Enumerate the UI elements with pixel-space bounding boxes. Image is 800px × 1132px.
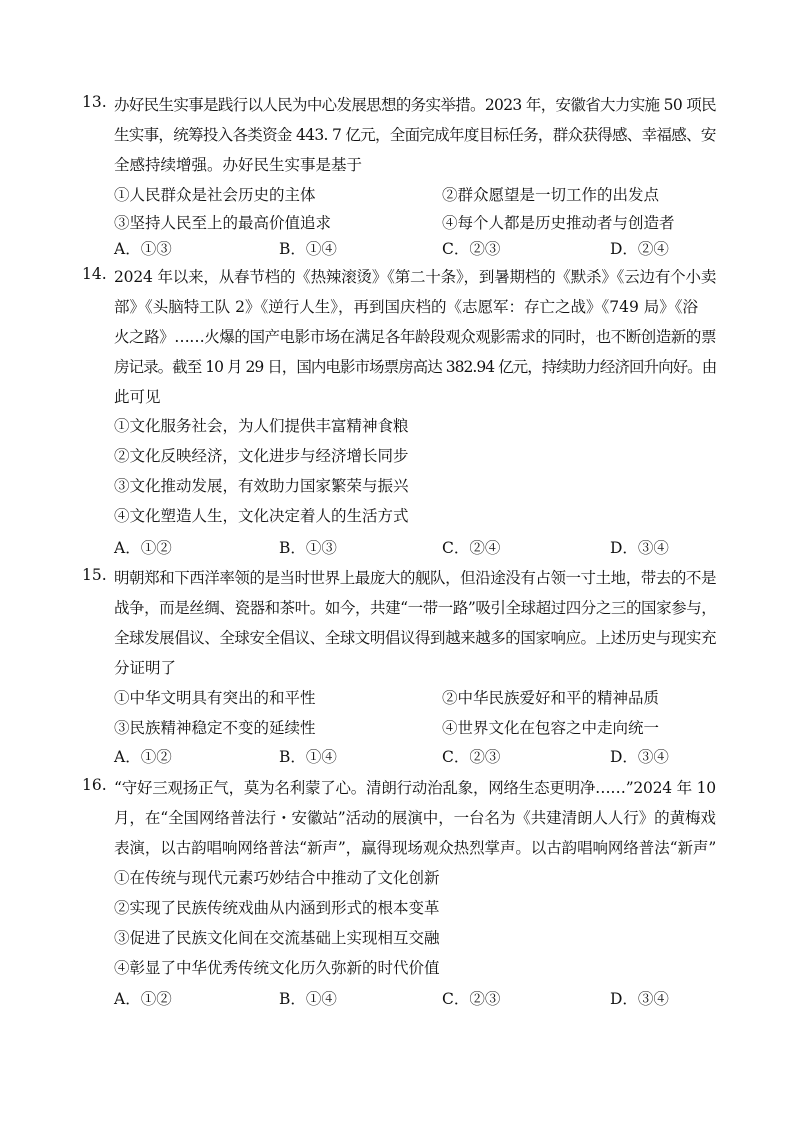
- statement-option: ③民族精神稳定不变的延续性: [114, 719, 316, 737]
- answer-choice-a[interactable]: A．①③: [114, 240, 172, 258]
- question-stem-line: 分证明了: [114, 659, 177, 677]
- statement-option: ④世界文化在包容之中走向统一: [442, 719, 660, 737]
- question-stem-line: 2024 年以来，从春节档的《热辣滚烫》《第二十条》，到暑期档的《默杀》《云边有个小卖: [114, 268, 717, 286]
- statement-option: ②文化反映经济，文化进步与经济增长同步: [114, 447, 409, 465]
- answer-choice-b[interactable]: B．①③: [279, 539, 337, 557]
- statement-option: ②中华民族爱好和平的精神品质: [442, 689, 660, 707]
- question-stem-line: 战争，而是丝绸、瓷器和茶叶。如今，共建“一带一路”吸引全球超过四分之三的国家参与，: [114, 599, 717, 617]
- answer-choice-a[interactable]: A．①②: [114, 539, 172, 557]
- statement-option: ③坚持人民至上的最高价值追求: [114, 214, 332, 232]
- answer-choice-a[interactable]: A．①②: [114, 990, 172, 1008]
- question-number: 13.: [82, 93, 107, 111]
- statement-option: ①文化服务社会，为人们提供丰富精神食粮: [114, 417, 409, 435]
- question-stem-line: 房记录。截至 10 月 29 日，国内电影市场票房高达 382.94 亿元，持续助力经济回升向好。由: [114, 358, 717, 376]
- question-stem-line: 办好民生实事是践行以人民为中心发展思想的务实举措。2023 年，安徽省大力实施 50 项民: [114, 96, 716, 114]
- answer-choice-b[interactable]: B．①④: [279, 748, 337, 766]
- answer-choice-d[interactable]: D．③④: [610, 539, 669, 557]
- question-stem-line: “守好三观扬正气，莫为名利蒙了心。清朗行动治乱象，网络生态更明净……”2024 年 10: [114, 779, 716, 797]
- question-number: 14.: [82, 265, 107, 283]
- question-number: 16.: [82, 776, 107, 794]
- question-stem-line: 火之路》……火爆的国产电影市场在满足各年龄段观众观影需求的同时，也不断创造新的票: [114, 328, 717, 346]
- answer-choice-b[interactable]: B．①④: [279, 240, 337, 258]
- answer-choice-c[interactable]: C．②③: [442, 240, 501, 258]
- answer-choice-d[interactable]: D．②④: [610, 240, 669, 258]
- statement-option: ①中华文明具有突出的和平性: [114, 689, 316, 707]
- statement-option: ②实现了民族传统戏曲从内涵到形式的根本变革: [114, 899, 440, 917]
- question-stem-line: 全球发展倡议、全球安全倡议、全球文明倡议得到越来越多的国家响应。上述历史与现实充: [114, 629, 717, 647]
- statement-option: ④每个人都是历史推动者与创造者: [442, 214, 675, 232]
- statement-option: ①人民群众是社会历史的主体: [114, 186, 316, 204]
- statement-option: ④彰显了中华优秀传统文化历久弥新的时代价值: [114, 959, 440, 977]
- answer-choice-d[interactable]: D．③④: [610, 990, 669, 1008]
- answer-choice-c[interactable]: C．②④: [442, 539, 501, 557]
- question-stem-line: 生实事，统筹投入各类资金 443. 7 亿元，全面完成年度目标任务，群众获得感、幸福感、安: [114, 126, 716, 144]
- statement-option: ③文化推动发展，有效助力国家繁荣与振兴: [114, 477, 409, 495]
- statement-option: ③促进了民族文化间在交流基础上实现相互交融: [114, 929, 440, 947]
- answer-choice-a[interactable]: A．①②: [114, 748, 172, 766]
- statement-option: ②群众愿望是一切工作的出发点: [442, 186, 660, 204]
- question-stem-line: 表演，以古韵唱响网络普法“新声”，赢得现场观众热烈掌声。以古韵唱响网络普法“新声”: [114, 839, 717, 857]
- question-stem-line: 部》《头脑特工队 2》《逆行人生》，再到国庆档的《志愿军：存亡之战》《749 局》《浴: [114, 298, 699, 316]
- answer-choice-d[interactable]: D．③④: [610, 748, 669, 766]
- question-stem-line: 此可见: [114, 388, 161, 406]
- question-stem-line: 明朝郑和下西洋率领的是当时世界上最庞大的舰队，但沿途没有占领一寸土地，带去的不是: [114, 569, 717, 587]
- question-stem-line: 全感持续增强。办好民生实事是基于: [114, 156, 363, 174]
- question-number: 15.: [82, 566, 107, 584]
- answer-choice-c[interactable]: C．②③: [442, 748, 501, 766]
- answer-choice-c[interactable]: C．②③: [442, 990, 501, 1008]
- statement-option: ①在传统与现代元素巧妙结合中推动了文化创新: [114, 869, 440, 887]
- statement-option: ④文化塑造人生，文化决定着人的生活方式: [114, 507, 409, 525]
- question-stem-line: 月，在“全国网络普法行・安徽站”活动的展演中，一台名为《共建清朗人人行》的黄梅戏: [114, 809, 716, 827]
- answer-choice-b[interactable]: B．①④: [279, 990, 337, 1008]
